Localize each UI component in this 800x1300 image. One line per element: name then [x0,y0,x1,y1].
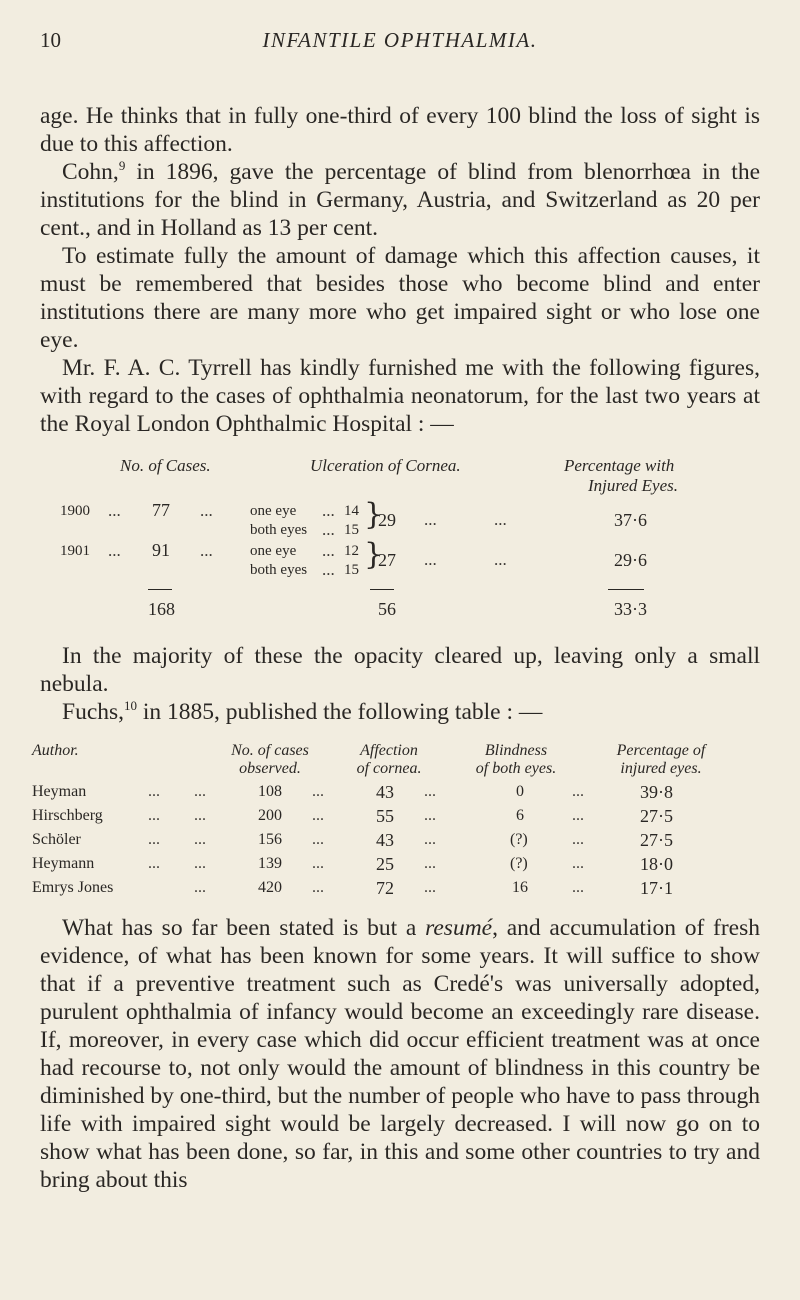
percentage-1900: 37·6 [614,510,647,530]
one-eye-1900: 14 [344,503,359,519]
rule [148,589,172,590]
table-row: Heyman ... ... 108 ... 43 ... 0 ... 39·8 [32,782,673,802]
book-page [32,0,760,1194]
footnote-ref[interactable]: 9 [118,158,126,174]
running-title: INFANTILE OPHTHALMIA. [262,28,538,52]
total-1901: 27 [378,550,396,570]
table-row: Heymann ... ... 139 ... 25 ... (?) ... 18·0 [32,854,673,874]
both-eyes-label: both eyes [250,562,308,578]
cases-1900: 77 [152,500,170,520]
page-header [40,0,760,70]
table-row: Emrys Jones ... 420 ... 72 ... 16 ... 17·1 [32,878,673,898]
year-1900: 1900 [60,503,90,519]
total-cases: 168 [148,599,175,619]
paragraph: To estimate fully the amount of damage which this affection causes, it must be remembered that besides those who become blind and enter institutions there are many more who get impaired sight or who lose one eye. [40,243,760,353]
header-blindness: Blindness of both eyes. [475,742,557,777]
header-percentage-2: Injured Eyes. [588,476,679,495]
header-percentage: Percentage of injured eyes. [616,742,706,777]
total-ulceration: 56 [378,599,396,619]
percentage-1901: 29·6 [614,550,647,570]
table-row: Hirschberg ... ... 200 ... 55 ... 6 ... 27·5 [32,806,673,826]
header-observed: No. of cases observed. [231,742,309,777]
paragraph: Fuchs,$^{10}$ in 1885, published the following table : — [62,698,543,725]
header-cases: No. of Cases. [120,456,211,475]
fuchs-table [32,740,760,898]
cases-1901: 91 [152,540,170,560]
both-eyes-label: both eyes [250,522,308,538]
year-1901: 1901 [60,543,90,559]
table-row: Schöler ... ... 156 ... 43 ... (?) ... 27·5 [32,830,673,850]
paragraph: Mr. F. A. C. Tyrrell has kindly furnished me with the following figures, with regard to the cases of ophthalmia neonatorum, for the last two years at the Royal London Ophthalmic Hospital : — [40,355,760,437]
one-eye-1901: 12 [344,543,359,559]
paragraph: age. He thinks that in fully one-third of every 100 blind the loss of sight is due to this affection. [40,103,760,157]
page-number: 10 [40,28,61,52]
emphasis: resumé [425,915,493,941]
one-eye-label: one eye [250,543,297,559]
brace: } [364,497,384,532]
total-percentage: 33·3 [614,599,647,619]
total-1900: 29 [378,510,396,530]
paragraph: What has so far been stated is but a resumé, and accumulation of fresh evidence, of what has been known for some years. It will suffice to show that if a preventive treatment such as Credé's was universally adopted, purulent ophthalmia of infancy would become an exceedingly rare disease. If, moreover, in every case which did occur efficient treatment was at once had recourse to, not only would the amount of blindness in this country be diminished by one-third, but the number of people who have to pass through life with impaired sight would be largely decreased. I will now go on to show what has been done, so far, in this and some other countries to try and bring about this [40,915,760,1193]
header-ulceration: Ulceration of Cornea. [310,456,461,475]
both-eyes-1901: 15 [344,562,359,578]
footnote-ref[interactable]: 10 [124,698,138,714]
header-author: Author. [32,742,79,759]
paragraph: Cohn,$^9$ in 1896, gave the percentage of blind from blenorrhœa in the institutions for the blind in Germany, Austria, and Switzerland as 20 per cent., and in Holland as 13 per cent. [40,158,760,241]
rule [370,589,394,590]
brace: } [364,537,384,572]
tyrrell-table: No. of Cases. Ulceration of Cornea. Percentage with Injured Eyes. 1900 ... 77 ... one eye ... 14 both eyes ... 15 } 29 ... ... 37·6 1901 ... 91 ... one eye ... 12 both eyes ... 15 } 27 ... ... 29·6 168 56 33·3 [60,456,679,619]
one-eye-label: one eye [250,503,297,519]
both-eyes-1900: 15 [344,522,359,538]
header-affection: Affection of cornea. [356,742,422,777]
paragraph: In the majority of these the opacity cleared up, leaving only a small nebula. [40,643,760,697]
rule [608,589,644,590]
header-percentage: Percentage with [564,456,675,475]
